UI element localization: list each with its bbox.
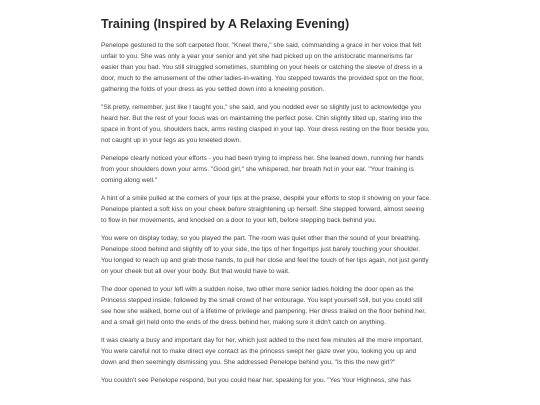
article-paragraph-6: The door opened to your left with a sudden noise, two other more senior ladies holding the door open as the Princess stepped inside, followed by the small crowd of her entourage. You kept yourself still, but you could still see how she walked, borne out of a lifetime of privilege and pampering. Her dress trailed on the floor behind her, and a small girl held onto the ends of the dress behind her, making sure it didn't catch on anything. [101,286,426,326]
article-paragraph-1: Penelope gestured to the soft carpeted floor. "Kneel there," she said, commanding a grace in her voice that felt unfair to you. She was only a year your senior and yet she had picked up on the aristocratic mannerisms far easier than you had. You still struggled sometimes, stumbling on your heels or catching the sleeve of dress in a door, much to the amusement of the other ladies-in-waiting. You stepped towards the provided spot on the floor, gathering the folds of your dress as you settled down into a kneeling position. [101,42,424,93]
article-paragraph-2: "Sit pretty, remember, just like I taught you," she said, and you nodded ever so slightly just to acknowledge you heard her. But the rest of your focus was on maintaining the perfect pose. Chin slightly tilted up, staring into the space in front of you, shoulders back, arms resting clasped in your lap. Your dress resting on the floor beside you, not caught up in your legs as you kneeled down. [101,104,430,144]
article-paragraph-4: A hint of a smile pulled at the corners of your lips at the praise, despite your efforts to stop it showing on your face. Penelope planted a soft kiss on your cheek before straightening up herself. She stepped forward, almost seeing to flow in her movements, and knocked on a door to your left, before stepping back behind you. [101,195,431,224]
article-paragraph-8: You couldn't see Penelope respond, but you could hear her, speaking for you. "Yes Your Highness, she has [101,377,411,384]
article-paragraph-3: Penelope clearly noticed your efforts - you had been trying to impress her. She leaned down, running her hands from your shoulders down your arms. "Good girl," she whispered, her breath hot in your ear. "Your training is coming along well." [101,155,424,184]
article [101,16,431,386]
article-title: Training (Inspired by A Relaxing Evening) [101,17,350,31]
article-paragraph-5: You were on display today, so you played the part. The room was quiet other than the sound of your breathing. Penelope stood behind and slightly off to your side, the tips of her fingertips just barely touching your shoulder. You longed to reach up and grab those hands, to pull her close and feel the touch of her lips again, not just gently on your cheek but all over your body. But that would have to wait. [101,235,429,275]
article-paragraph-7: It was clearly a busy and important day for her, which just added to the next few minutes all the more important. You were careful not to make direct eye contact as the princess swept her gaze over you, looking you up and down and then seemingly dismissing you. She addressed Penelope behind you, "Is this the new girl?" [101,337,424,366]
